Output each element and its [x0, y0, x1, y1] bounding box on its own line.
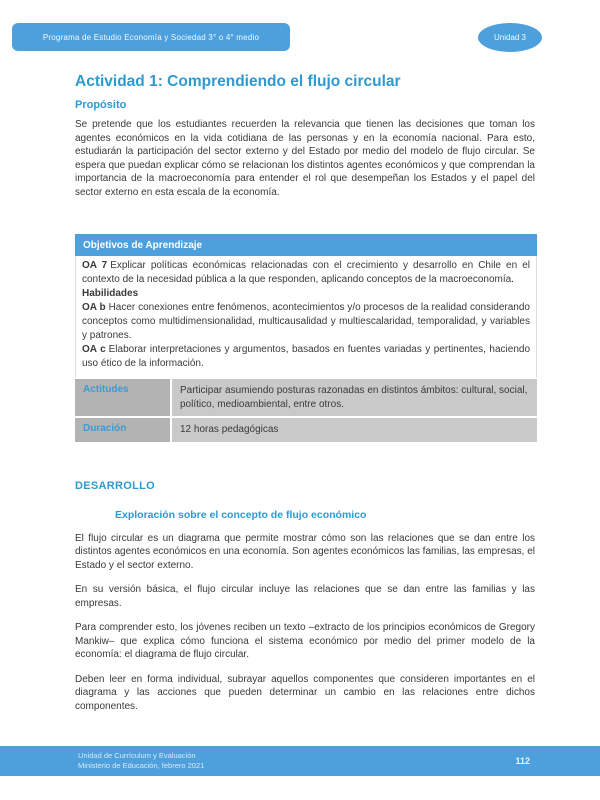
actitudes-value-cell: Participar asumiendo posturas razonadas en distintos ámbitos: cultural, social, político, medioambiental, entre otros.	[170, 377, 537, 416]
habilidades-label: Habilidades	[82, 288, 139, 299]
duracion-value-cell: 12 horas pedagógicas	[170, 416, 537, 442]
footer-line-1: Unidad de Currículum y Evaluación	[78, 751, 196, 760]
footer-line-2: Ministerio de Educación, febrero 2021	[78, 761, 205, 770]
table-header-row	[75, 234, 537, 256]
oab-label: OA b	[82, 302, 106, 313]
table-row-duracion	[75, 416, 537, 442]
content-column	[75, 0, 535, 713]
table-row-actitudes	[75, 377, 537, 416]
duracion-label-cell: Duración	[75, 416, 170, 442]
oac-line	[82, 343, 530, 371]
oa-body-cell	[75, 256, 537, 377]
table-oa-row	[75, 256, 537, 377]
oa7-label: OA 7	[82, 260, 108, 271]
oab-line	[82, 301, 530, 343]
page-number: 112	[515, 756, 530, 766]
proposito-heading: Propósito	[75, 99, 127, 111]
oa7-text: Explicar políticas económicas relacionadas con el crecimiento y desarrollo en Chile en el contexto de la necesidad pública a la que responden, aplicando conceptos de la macroeconomía.	[82, 260, 530, 285]
proposito-paragraph: Se pretende que los estudiantes recuerden la relevancia que tienen las decisiones que toman los agentes económicos en la vida cotidiana de las personas y en la economía nacional. Para esto, estudiarán la participación del sector externo y del Estado por medio del modelo de flujo circular. Se espera que puedan explicar cómo se relacionan los distintos agentes económicos y que comprendan la importancia de la macroeconomía para entender el rol que desempeñan los Estados y el papel del sector externo en esta escala de la economía.	[75, 119, 535, 198]
oac-label: OA c	[82, 344, 106, 355]
exploracion-subheading: Exploración sobre el concepto de flujo económico	[115, 508, 367, 521]
oab-text: Hacer conexiones entre fenómenos, acontecimientos y/o procesos de la realidad considerando conceptos como multidimensionalidad, multicausalidad y multiescalaridad, temporalidad, y variables y patrones.	[82, 302, 530, 341]
unit-badge-label: Unidad 3	[493, 33, 527, 42]
objectives-table	[75, 234, 537, 442]
table-header-cell: Objetivos de Aprendizaje	[75, 234, 537, 256]
footer-bar	[0, 746, 600, 776]
program-badge-label: Programa de Estudio Economía y Sociedad 3° o 4° medio	[42, 32, 260, 42]
actitudes-label-cell: Actitudes	[75, 377, 170, 416]
oac-text: Elaborar interpretaciones y argumentos, basados en fuentes variadas y pertinentes, haciendo uso ético de la información.	[82, 344, 530, 369]
desarrollo-heading: DESARROLLO	[75, 479, 155, 492]
habilidades-line	[82, 287, 530, 301]
desarrollo-paragraph-1: El flujo circular es un diagrama que permite mostrar cómo son las relaciones que se dan entre los distintos agentes económicos en una economía. Son agentes económicos las familias, las empresas, el Estado y el sector externo.	[75, 532, 535, 571]
page-title: Actividad 1: Comprendiendo el flujo circular	[75, 73, 401, 90]
footer-credits	[78, 751, 204, 771]
desarrollo-paragraph-3: Para comprender esto, los jóvenes reciben un texto –extracto de los principios económicos de Gregory Mankiw– que explica cómo funciona el sistema económico por medio del primer modelo de la economía: el diagrama de flujo circular.	[75, 622, 535, 660]
oa7-line	[82, 259, 530, 287]
desarrollo-paragraph-4: Deben leer en forma individual, subrayar aquellos componentes que consideren importantes en el diagrama y las acciones que pueden determinar un cambio en las relaciones entre dichos componentes.	[75, 673, 535, 712]
desarrollo-paragraph-2: En su versión básica, el flujo circular incluye las relaciones que se dan entre las familias y las empresas.	[75, 584, 535, 609]
